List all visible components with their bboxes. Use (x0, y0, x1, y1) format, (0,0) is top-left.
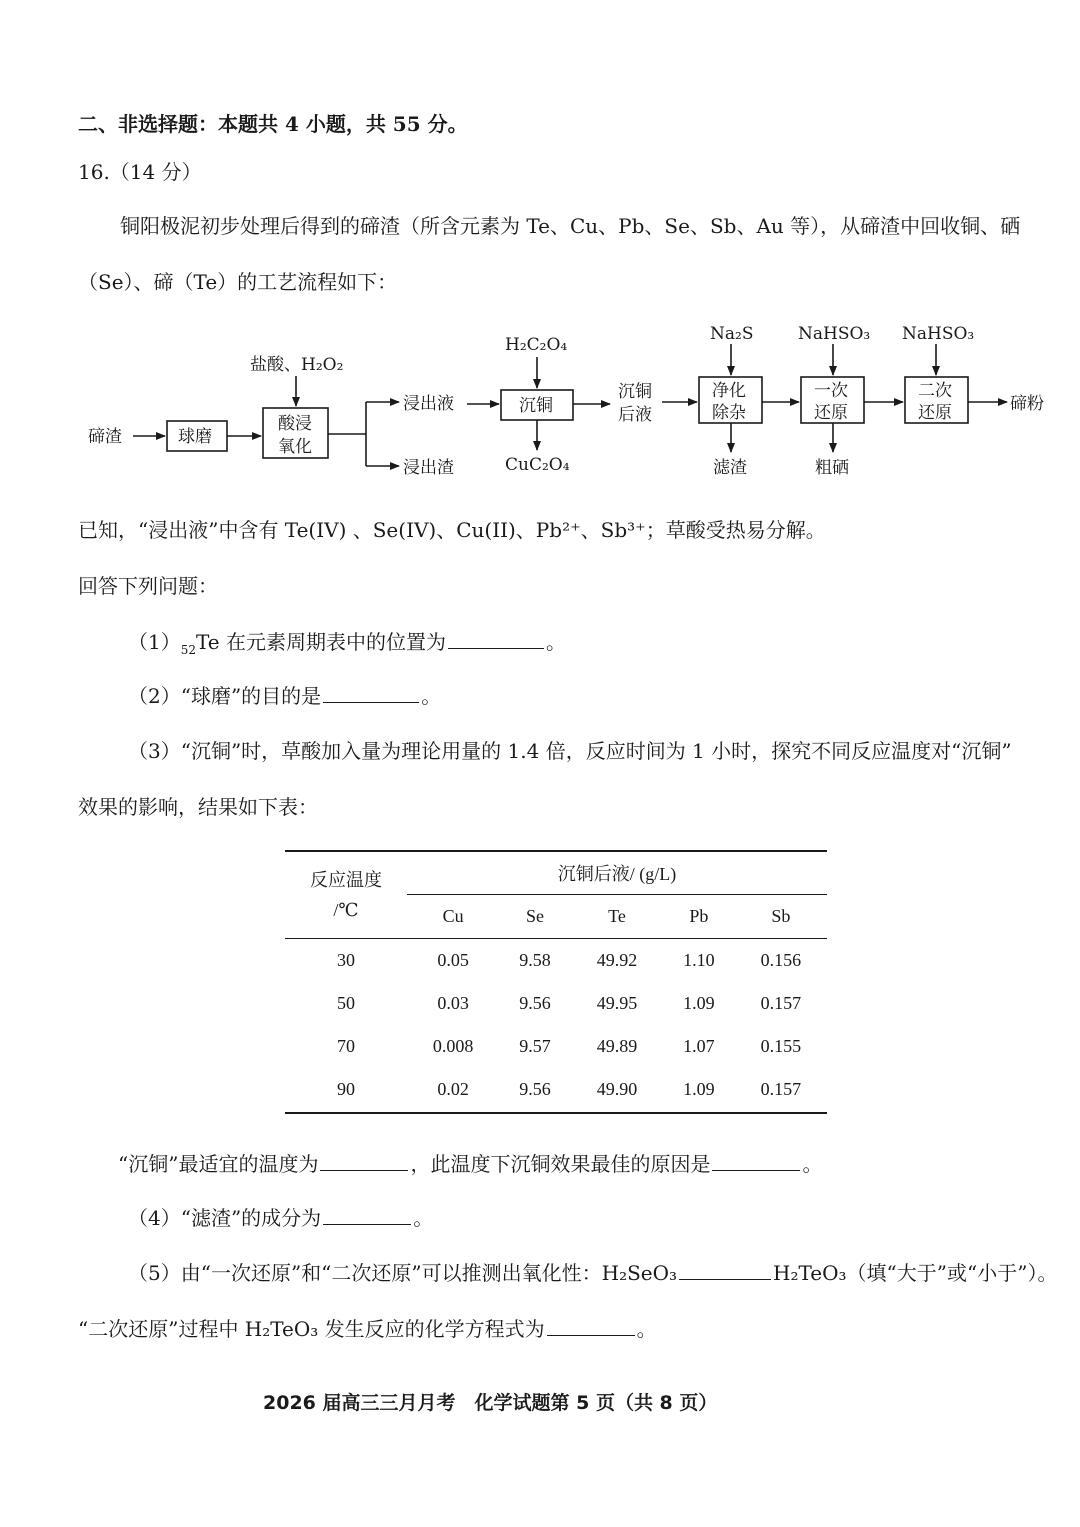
column-header: Se (526, 906, 545, 926)
label-purify-2: 除杂 (712, 403, 746, 423)
label-filter-residue: 滤渣 (713, 458, 747, 478)
table-row (285, 982, 827, 1025)
q5-part1: （5）由“一次还原”和“二次还原”可以推测出氧化性：H₂SeO₃ (128, 1261, 678, 1285)
table-cell: 50 (337, 992, 355, 1013)
q5-compare-answer-blank[interactable] (679, 1258, 771, 1280)
q4-text: （4）“滤渣”的成分为 (128, 1206, 322, 1230)
label-reduce2-2: 还原 (918, 403, 952, 423)
q5-line2-text: “二次还原”过程中 H₂TeO₃ 发生反应的化学方程式为 (78, 1317, 545, 1341)
header-temperature (285, 851, 407, 939)
question-5-line-1 (128, 1257, 1057, 1286)
header-temp-line-2: /℃ (333, 900, 359, 920)
q3-temp-answer-blank[interactable] (320, 1149, 408, 1171)
q5-line2-end: 。 (636, 1317, 657, 1341)
table-cell: 0.008 (432, 1035, 474, 1056)
q1-text: Te 在元素周期表中的位置为 (196, 630, 446, 654)
q1-prefix: （1） (128, 630, 181, 654)
q2-text: （2）“球磨”的目的是 (128, 684, 322, 708)
table-cell: 49.95 (596, 992, 638, 1013)
label-crude-se: 粗硒 (815, 458, 849, 478)
column-header: Cu (442, 906, 464, 926)
table-cell: 49.89 (596, 1035, 638, 1056)
table-cell: 1.09 (683, 992, 715, 1013)
table-cell: 9.58 (519, 949, 551, 970)
q5-part2: H₂TeO₃（填“大于”或“小于”）。 (773, 1261, 1058, 1285)
table-cell: 0.156 (760, 949, 802, 970)
q3-followup-end: 。 (802, 1152, 823, 1176)
table-cell: 1.09 (683, 1079, 715, 1099)
label-copper-precip: 沉铜 (519, 396, 553, 416)
label-acid-leach-2: 氧化 (278, 437, 312, 457)
q2-answer-blank[interactable] (323, 681, 419, 703)
section-title: 二、非选择题：本题共 4 小题，共 55 分。 (78, 112, 468, 136)
label-na2s: Na₂S (710, 324, 754, 344)
q3-followup-part1: “沉铜”最适宜的温度为 (118, 1152, 319, 1176)
table-row (285, 1068, 827, 1113)
header-temp-line-1: 反应温度 (310, 870, 382, 890)
table-cell: 49.92 (596, 949, 638, 970)
table-cell: 1.07 (683, 1035, 715, 1056)
known-info: 已知，“浸出液”中含有 Te(IV) 、Se(IV)、Cu(II)、Pb²⁺、Sb³⁺；草酸受热易分解。 (78, 518, 826, 542)
label-after-cu-1: 沉铜 (618, 382, 652, 402)
table-cell: 0.155 (760, 1035, 802, 1056)
intro-line-1: 铜阳极泥初步处理后得到的碲渣（所含元素为 Te、Cu、Pb、Se、Sb、Au 等），从碲渣中回收铜、硒 (120, 214, 1021, 238)
table-cell: 0.05 (437, 949, 469, 970)
table-cell: 0.03 (437, 992, 469, 1013)
question-number: 16.（14 分） (78, 160, 202, 184)
page-footer: 2026 届高三三月月考 化学试题第 5 页（共 8 页） (263, 1392, 718, 1414)
table-cell: 0.157 (760, 1079, 802, 1099)
table-cell: 9.56 (519, 992, 551, 1013)
process-flowchart (0, 310, 1080, 500)
table-cell: 0.02 (437, 1079, 469, 1099)
label-ball-mill: 球磨 (178, 427, 212, 447)
q4-answer-blank[interactable] (323, 1203, 411, 1225)
label-cuc2o4: CuC₂O₄ (505, 455, 570, 475)
label-reduce2-1: 二次 (918, 381, 952, 401)
intro-line-2: （Se）、碲（Te）的工艺流程如下： (78, 270, 398, 294)
question-1 (128, 626, 566, 657)
column-header: Te (608, 906, 626, 926)
column-header: Sb (771, 906, 791, 926)
q1-end: 。 (546, 630, 566, 654)
label-leach-liquid: 浸出液 (403, 394, 454, 414)
header-group: 沉铜后液/ (g/L) (407, 851, 827, 895)
label-start: 碲渣 (88, 427, 122, 447)
label-after-cu-2: 后液 (618, 405, 652, 425)
question-4 (128, 1202, 433, 1231)
table-cell: 90 (337, 1079, 355, 1099)
question-3-followup (118, 1148, 822, 1177)
table-cell: 70 (337, 1035, 355, 1056)
table-cell: 0.157 (760, 992, 802, 1013)
question-3-line-2: 效果的影响，结果如下表： (78, 795, 318, 819)
table-row (285, 939, 827, 982)
q1-atomic-number: 52 (180, 643, 197, 657)
column-header: Pb (689, 906, 709, 926)
answer-prompt: 回答下列问题： (78, 574, 218, 598)
q4-end: 。 (413, 1206, 434, 1230)
table-cell: 30 (337, 949, 355, 970)
label-nahso3-2: NaHSO₃ (902, 324, 975, 344)
label-oxalic-acid: H₂C₂O₄ (505, 335, 568, 355)
table-cell: 49.90 (596, 1079, 638, 1099)
label-acid-leach-1: 酸浸 (278, 414, 312, 434)
q2-end: 。 (421, 684, 442, 708)
label-reduce1-2: 还原 (814, 403, 848, 423)
table-cell: 9.57 (519, 1035, 551, 1056)
q1-answer-blank[interactable] (448, 627, 544, 649)
label-nahso3-1: NaHSO₃ (798, 324, 871, 344)
question-2 (128, 680, 441, 709)
q3-reason-answer-blank[interactable] (712, 1149, 800, 1171)
q3-followup-part2: ，此温度下沉铜效果最佳的原因是 (410, 1152, 711, 1176)
table-cell: 9.56 (519, 1079, 551, 1099)
label-purify-1: 净化 (712, 381, 746, 401)
question-5-line-2 (78, 1313, 657, 1342)
label-leach-residue: 浸出渣 (403, 458, 454, 478)
label-reduce1-1: 一次 (814, 381, 848, 401)
question-3-line-1: （3）“沉铜”时，草酸加入量为理论用量的 1.4 倍，反应时间为 1 小时，探究不同反应温度对“沉铜” (128, 739, 1012, 763)
q5-equation-answer-blank[interactable] (547, 1314, 635, 1336)
label-te-powder: 碲粉 (1010, 394, 1044, 414)
table-cell: 1.10 (683, 949, 715, 970)
label-acid-reagents: 盐酸、H₂O₂ (250, 355, 344, 375)
table-row (285, 1025, 827, 1068)
temperature-results-table (285, 850, 827, 1114)
